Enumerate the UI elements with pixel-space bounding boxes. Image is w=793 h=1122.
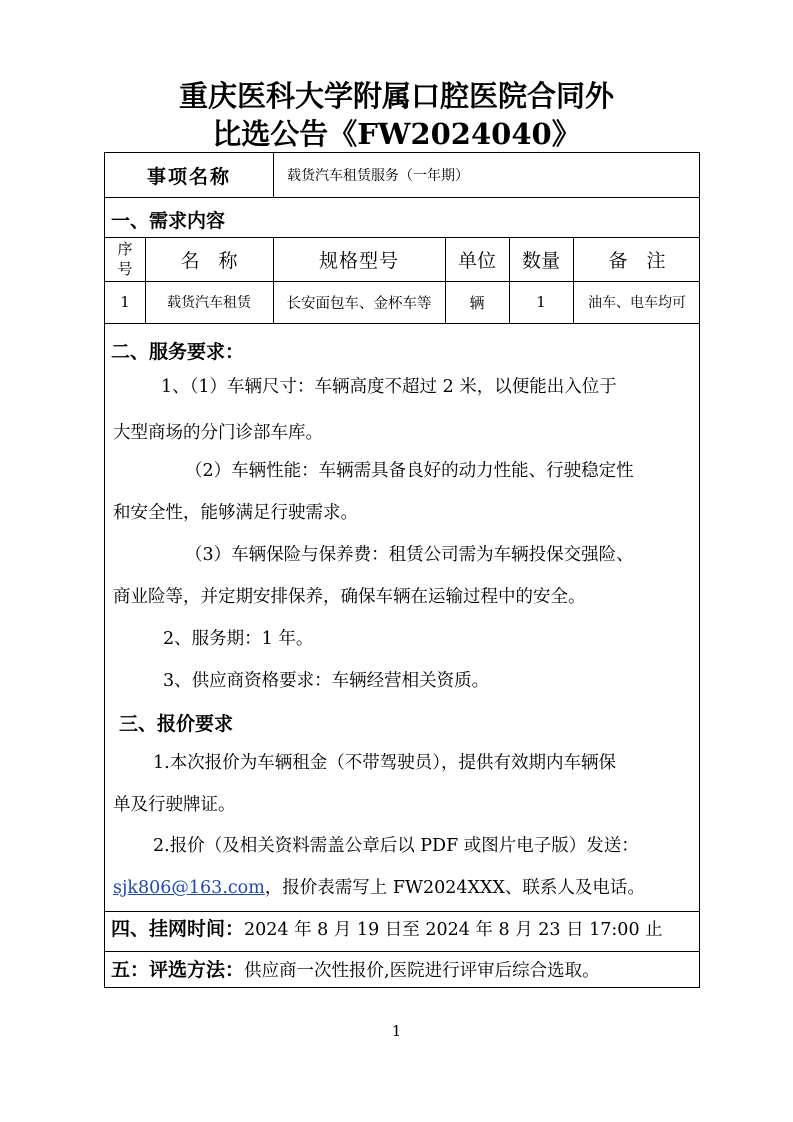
table-header-name: 名 称 — [180, 249, 238, 272]
page-number: 1 — [391, 1022, 402, 1040]
table-cell-name: 载货汽车租赁 — [167, 295, 251, 311]
posting-time-row — [111, 917, 663, 942]
service-size-line1: 1、（1）车辆尺寸：车辆高度不超过 2 米，以便能出入位于 — [161, 377, 617, 397]
posting-time-value: 2024 年 8 月 19 日至 2024 年 8 月 23 日 17:00 止 — [244, 920, 663, 940]
document-title-line2: 比选公告《FW2024040》 — [212, 117, 581, 151]
quote-submit-line2 — [113, 876, 645, 900]
announcement-table — [104, 152, 700, 988]
selection-method-label: 五：评选方法： — [111, 959, 245, 981]
table-cell-qty: 1 — [536, 293, 546, 311]
col-divider — [273, 153, 274, 197]
table-header-unit: 单位 — [457, 249, 496, 272]
quote-rent-line1: 1.本次报价为车辆租金（不带驾驶员），提供有效期内车辆保 — [153, 753, 616, 773]
table-cell-unit: 辆 — [469, 293, 485, 312]
item-name-label: 事项名称 — [146, 165, 231, 188]
section-title-service: 二、服务要求： — [111, 341, 245, 363]
table-header-seq: 序号 — [117, 240, 133, 278]
quote-submit-line1: 2.报价（及相关资料需盖公章后以 PDF 或图片电子版）发送： — [153, 836, 639, 856]
table-cell-seq: 1 — [120, 293, 130, 311]
quote-rent-line2: 单及行驶牌证。 — [113, 795, 236, 815]
table-cell-spec: 长安面包车、金杯车等 — [286, 295, 432, 312]
service-insurance-line1: （3）车辆保险与保养费：租赁公司需为车辆投保交强险、 — [185, 545, 634, 565]
row-divider — [105, 323, 699, 324]
table-header-spec: 规格型号 — [318, 249, 399, 272]
service-period: 2、服务期：1 年。 — [163, 629, 314, 649]
posting-time-label: 四、挂网时间： — [111, 918, 245, 940]
service-insurance-line2: 商业险等，并定期安排保养，确保车辆在运输过程中的安全。 — [113, 587, 586, 607]
supplier-qualification: 3、供应商资格要求：车辆经营相关资质。 — [163, 671, 490, 691]
service-size-line2: 大型商场的分门诊部车库。 — [113, 423, 323, 443]
quote-submit-line2-text: ，报价表需写上 FW2024XXX、联系人及电话。 — [264, 878, 645, 898]
row-divider — [105, 951, 699, 952]
row-divider — [105, 197, 699, 198]
table-header-remark: 备 注 — [608, 249, 666, 272]
row-divider — [105, 911, 699, 912]
table-cell-remark: 油车、电车均可 — [588, 295, 686, 311]
table-header-qty: 数量 — [521, 249, 560, 272]
section-title-demand: 一、需求内容 — [111, 210, 226, 232]
service-performance-line2: 和安全性，能够满足行驶需求。 — [113, 503, 358, 523]
email-link[interactable]: sjk806@163.com — [113, 878, 265, 898]
service-performance-line1: （2）车辆性能：车辆需具备良好的动力性能、行驶稳定性 — [185, 461, 634, 481]
selection-method-row — [111, 958, 600, 983]
item-name-value: 载货汽车租赁服务（一年期） — [287, 168, 469, 184]
section-title-quote: 三、报价要求 — [119, 713, 234, 735]
document-title-line1: 重庆医科大学附属口腔医院合同外 — [178, 79, 614, 113]
selection-method-value: 供应商一次性报价,医院进行评审后综合选取。 — [244, 961, 600, 981]
